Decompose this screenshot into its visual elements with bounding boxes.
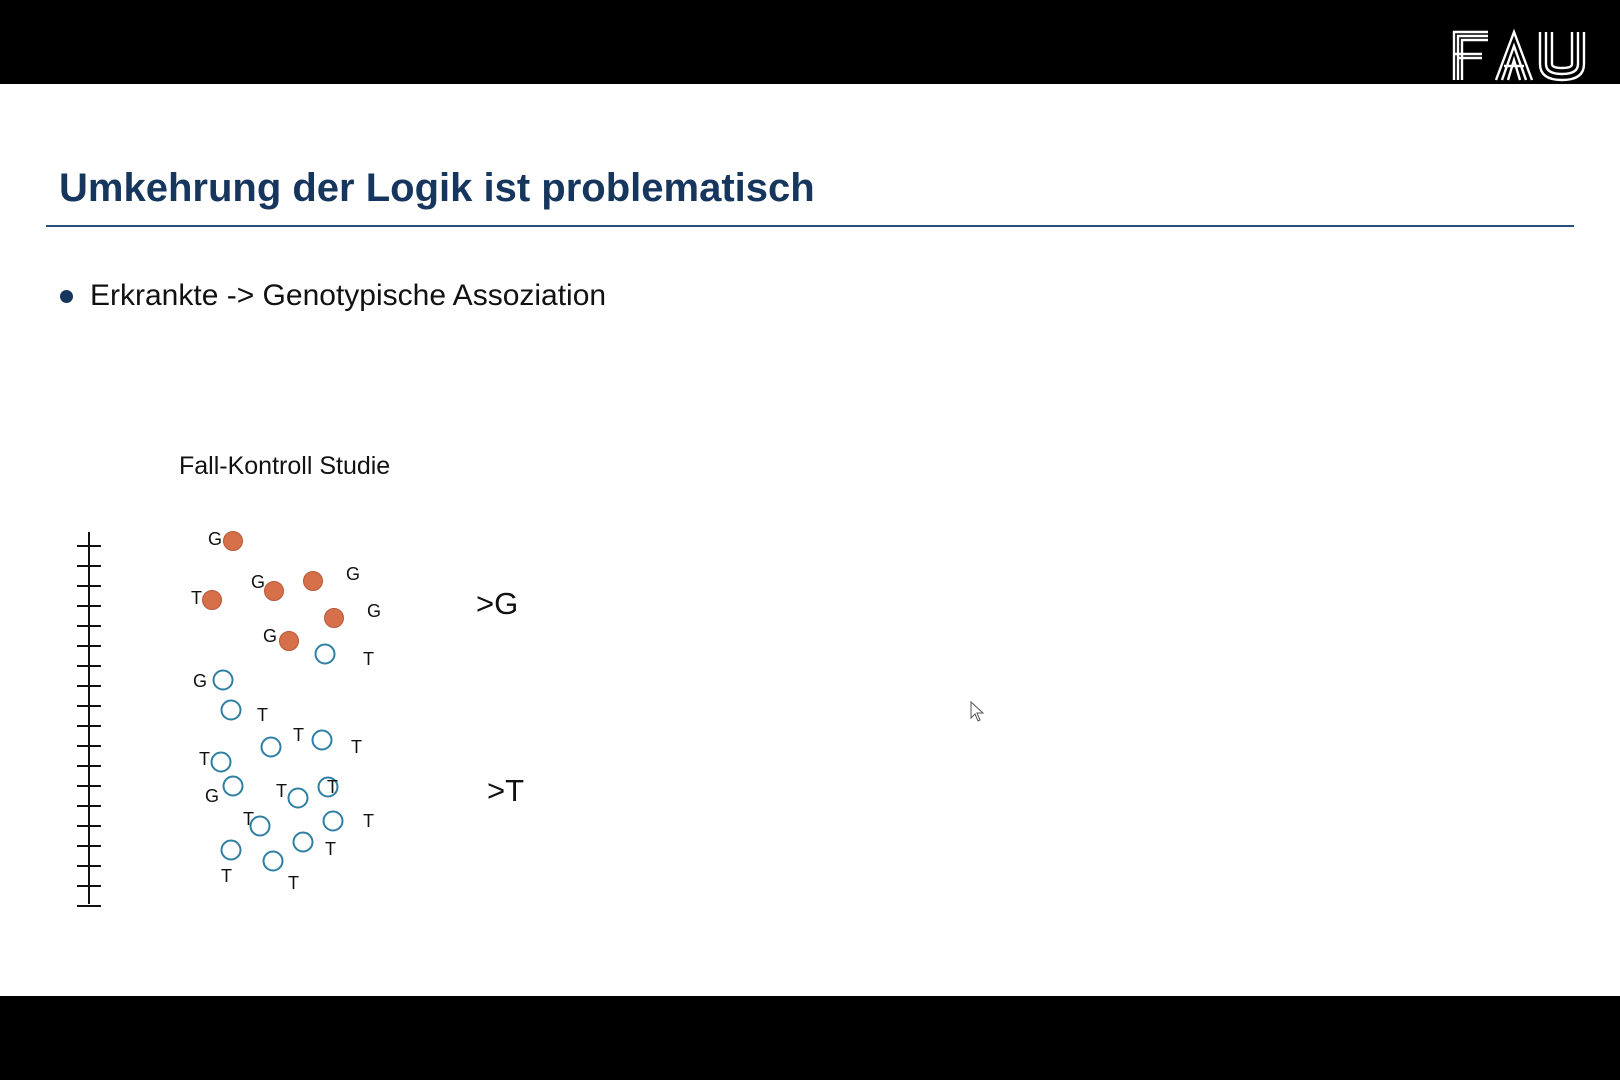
bullet-text: Erkrankte -> Genotypische Assoziation (90, 279, 607, 312)
allele-label: T (288, 873, 299, 893)
control-group (193, 645, 374, 894)
allele-label: T (351, 737, 362, 757)
allele-label: G (346, 564, 361, 584)
allele-label: T (243, 809, 254, 829)
allele-label: T (221, 866, 232, 886)
case-dot (280, 632, 299, 651)
control-dot (222, 841, 241, 860)
allele-label: T (327, 777, 338, 797)
case-dot (304, 572, 323, 591)
allele-label: G (208, 529, 223, 549)
case-control-diagram (0, 84, 1620, 996)
population-scale (77, 532, 101, 906)
allele-label: G (263, 626, 278, 646)
allele-label: T (325, 839, 336, 859)
allele-label: T (293, 725, 304, 745)
control-label: >T (487, 773, 525, 808)
control-dot (264, 852, 283, 871)
control-dot (313, 731, 332, 750)
control-dot (289, 789, 308, 808)
fau-logo (1452, 28, 1588, 82)
control-dot (324, 812, 343, 831)
control-dot (294, 833, 313, 852)
slide-title: Umkehrung der Logik ist problematisch (59, 166, 815, 210)
case-dot (203, 591, 222, 610)
slide (0, 84, 1620, 996)
allele-label: G (193, 671, 208, 691)
control-dot (316, 645, 335, 664)
case-dot (265, 582, 284, 601)
top-bar (0, 0, 1620, 84)
control-dot (262, 738, 281, 757)
allele-label: G (205, 786, 220, 806)
allele-label: T (363, 811, 374, 831)
allele-label: G (367, 601, 382, 621)
control-dot (212, 753, 231, 772)
control-dot (224, 777, 243, 796)
allele-label: T (257, 705, 268, 725)
control-dot (214, 671, 233, 690)
allele-label: T (363, 649, 374, 669)
diagram-heading: Fall-Kontroll Studie (179, 452, 391, 480)
case-dot (325, 609, 344, 628)
allele-label: G (251, 572, 266, 592)
case-label: >G (476, 586, 519, 621)
case-dot (224, 532, 243, 551)
bottom-bar (0, 996, 1620, 1080)
allele-label: T (276, 781, 287, 801)
mouse-cursor-icon (970, 701, 986, 723)
allele-label: T (199, 749, 210, 769)
control-dot (222, 701, 241, 720)
allele-label: T (191, 588, 202, 608)
case-group (191, 529, 381, 651)
